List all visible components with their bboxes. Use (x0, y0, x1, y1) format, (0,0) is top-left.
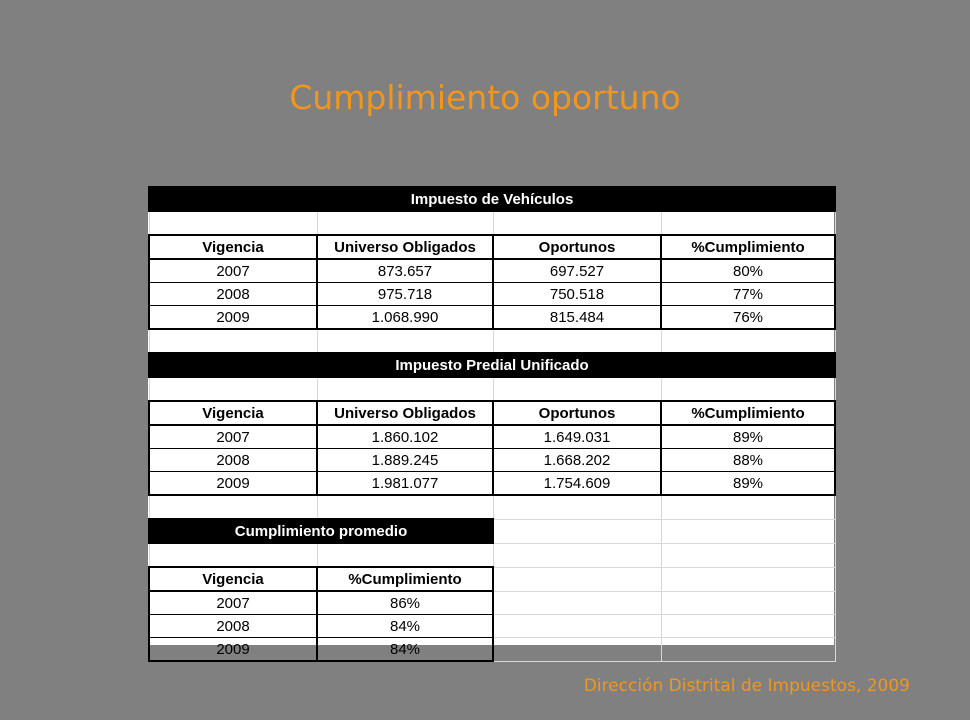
vehiculos-title: Impuesto de Vehículos (149, 187, 835, 211)
table-cell: 975.718 (317, 283, 493, 306)
table-cell: 86% (317, 591, 493, 615)
table-cell: 1.668.202 (493, 449, 661, 472)
spacer-row (149, 329, 835, 353)
promedio-title: Cumplimiento promedio (149, 519, 493, 543)
table-row (149, 638, 835, 662)
column-header-universo: Universo Obligados (317, 235, 493, 259)
spacer-row (149, 377, 835, 401)
promedio-header-row (149, 567, 835, 591)
table-cell: 2009 (149, 638, 317, 662)
table-cell: 88% (661, 449, 835, 472)
table-cell: 1.068.990 (317, 306, 493, 330)
table-cell: 76% (661, 306, 835, 330)
table-row (149, 306, 835, 330)
table-cell: 815.484 (493, 306, 661, 330)
table-cell: 750.518 (493, 283, 661, 306)
column-header-cumplimiento: %Cumplimiento (317, 567, 493, 591)
table-cell: 1.754.609 (493, 472, 661, 496)
column-header-cumplimiento: %Cumplimiento (661, 401, 835, 425)
table-row (149, 425, 835, 449)
predial-title: Impuesto Predial Unificado (149, 353, 835, 377)
table-cell: 89% (661, 472, 835, 496)
table-row (149, 259, 835, 283)
table-cell: 2009 (149, 472, 317, 496)
table-cell: 1.649.031 (493, 425, 661, 449)
spreadsheet (148, 186, 834, 658)
column-header-vigencia: Vigencia (149, 235, 317, 259)
table-row (149, 591, 835, 615)
table-cell: 84% (317, 638, 493, 662)
table-cell: 1.981.077 (317, 472, 493, 496)
column-header-oportunos: Oportunos (493, 235, 661, 259)
table-cell: 2008 (149, 283, 317, 306)
column-header-cumplimiento: %Cumplimiento (661, 235, 835, 259)
table-cell: 89% (661, 425, 835, 449)
spacer-row (149, 543, 835, 567)
column-header-oportunos: Oportunos (493, 401, 661, 425)
table-row (149, 472, 835, 496)
table-cell: 873.657 (317, 259, 493, 283)
table-cell: 2009 (149, 306, 317, 330)
promedio-title-row (149, 519, 835, 543)
table-row (149, 615, 835, 638)
vehiculos-title-row (149, 187, 835, 211)
predial-title-row (149, 353, 835, 377)
table-cell: 2008 (149, 615, 317, 638)
table-cell: 77% (661, 283, 835, 306)
spacer-row (149, 211, 835, 235)
slide-footer: Dirección Distrital de Impuestos, 2009 (583, 676, 910, 696)
table-cell: 80% (661, 259, 835, 283)
table-cell: 1.860.102 (317, 425, 493, 449)
slide-title: Cumplimiento oportuno (289, 78, 681, 117)
table-cell: 2007 (149, 425, 317, 449)
table-cell: 1.889.245 (317, 449, 493, 472)
table-cell: 2007 (149, 259, 317, 283)
column-header-vigencia: Vigencia (149, 401, 317, 425)
predial-header-row (149, 401, 835, 425)
column-header-vigencia: Vigencia (149, 567, 317, 591)
table-cell: 84% (317, 615, 493, 638)
table-cell: 697.527 (493, 259, 661, 283)
spreadsheet-grid (148, 186, 836, 662)
table-row (149, 283, 835, 306)
vehiculos-header-row (149, 235, 835, 259)
table-cell: 2008 (149, 449, 317, 472)
table-row (149, 449, 835, 472)
table-cell: 2007 (149, 591, 317, 615)
column-header-universo: Universo Obligados (317, 401, 493, 425)
spacer-row (149, 495, 835, 519)
